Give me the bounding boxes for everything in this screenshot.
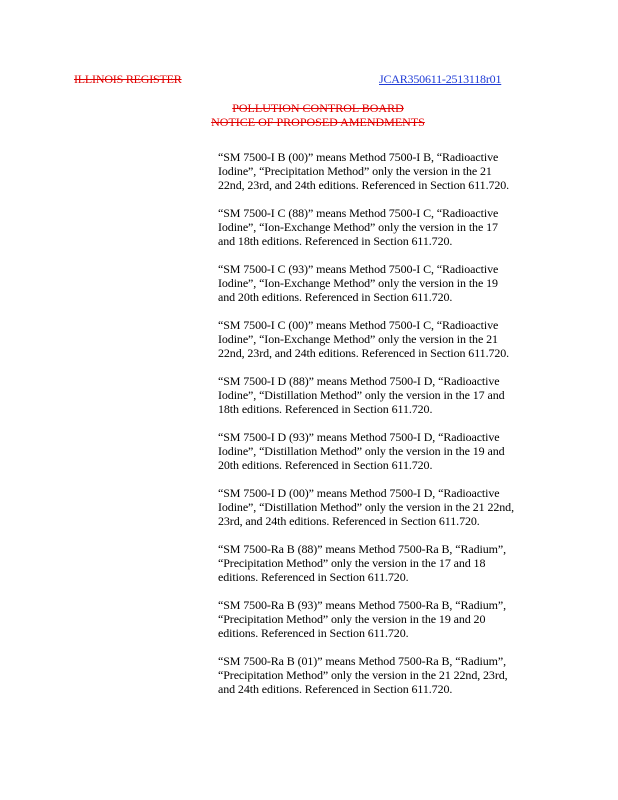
definition-item: “SM 7500-I D (00)” means Method 7500-I D, “Radioactive Iodine”, “Distillation Method” only the version in the 21 22nd, 23rd, and 24th editions. Referenced in Section 611.720. [218,486,514,528]
notice-title [160,101,476,129]
definition-item: “SM 7500-Ra B (88)” means Method 7500-Ra B, “Radium”, “Precipitation Method” only the version in the 17 and 18 editions. Referenced in Section 611.720. [218,542,506,584]
definition-item: “SM 7500-I B (00)” means Method 7500-I B, “Radioactive Iodine”, “Precipitation Method” only the version in the 21 22nd, 23rd, and 24th editions. Referenced in Section 611.720. [218,150,510,192]
notice-subtitle: NOTICE OF PROPOSED AMENDMENTS [211,115,425,129]
definition-item: “SM 7500-I C (88)” means Method 7500-I C, “Radioactive Iodine”, “Ion-Exchange Method” only the version in the 17 and 18th editions. Referenced in Section 611.720. [218,206,499,248]
definition-item: “SM 7500-I D (88)” means Method 7500-I D, “Radioactive Iodine”, “Distillation Method” only the version in the 17 and 18th editions. Referenced in Section 611.720. [218,374,505,416]
definition-item: “SM 7500-Ra B (93)” means Method 7500-Ra B, “Radium”, “Precipitation Method” only the version in the 19 and 20 editions. Referenced in Section 611.720. [218,598,506,640]
definition-item: “SM 7500-I D (93)” means Method 7500-I D, “Radioactive Iodine”, “Distillation Method” only the version in the 19 and 20th editions. Referenced in Section 611.720. [218,430,505,472]
jcar-reference: JCAR350611-2513118r01 [379,72,502,86]
definition-item: “SM 7500-Ra B (01)” means Method 7500-Ra B, “Radium”, “Precipitation Method” only the version in the 21 22nd, 23rd, and 24th editions. Referenced in Section 611.720. [218,654,508,696]
definition-item: “SM 7500-I C (93)” means Method 7500-I C, “Radioactive Iodine”, “Ion-Exchange Method” only the version in the 19 and 20th editions. Referenced in Section 611.720. [218,262,499,304]
register-header: ILLINOIS REGISTER [74,72,182,86]
definition-item: “SM 7500-I C (00)” means Method 7500-I C, “Radioactive Iodine”, “Ion-Exchange Method” only the version in the 21 22nd, 23rd, and 24th editions. Referenced in Section 611.720. [218,318,510,360]
definitions-list [218,150,548,710]
board-name: POLLUTION CONTROL BOARD [232,101,404,115]
